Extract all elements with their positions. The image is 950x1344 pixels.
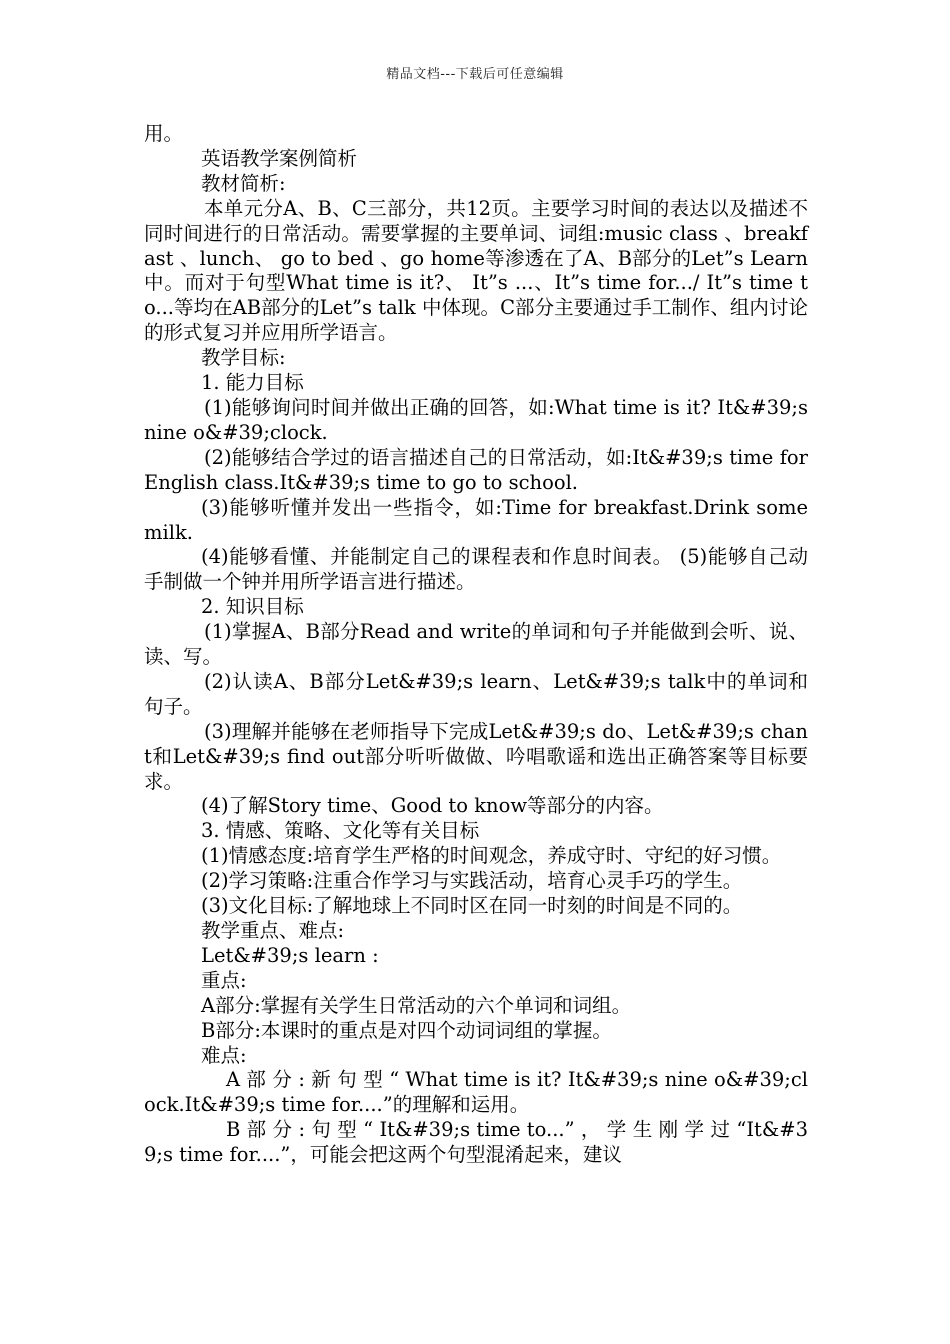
key-point-part-b: B部分:本课时的重点是对四个动词词组的掌握。 [201, 1018, 612, 1042]
list-item-knowledge-1: (1)掌握A、B部分Read and write的单词和句子并能做到会听、说、读、写。 [144, 620, 808, 669]
list-item-affective-2: (2)学习策略:注重合作学习与实践活动，培育心灵手巧的学生。 [201, 869, 743, 893]
list-item-ability-4-5: (4)能够看懂、并能制定自己的课程表和作息时间表。 (5)能够自己动手制做一个钟并用所学语言进行描述。 [144, 545, 808, 594]
subheading-lets-learn: Let&#39;s learn : [201, 943, 379, 967]
list-item-knowledge-4: (4)了解Story time、Good to know等部分的内容。 [201, 794, 664, 818]
section-heading-key-points: 教学重点、难点: [201, 919, 345, 942]
list-item-ability-2: (2)能够结合学过的语言描述自己的日常活动，如:It&#39;s time for English class.It&#39;s time to go to school. [144, 445, 808, 494]
list-item-knowledge-3: (3)理解并能够在老师指导下完成Let&#39;s do、Let&#39;s chant和Let&#39;s find out部分听听做做、吟唱歌谣和选出正确答案等目标要求。 [144, 719, 808, 793]
list-item-ability-1: (1)能够询问时间并做出正确的回答，如:What time is it? It&#39;s nine o&#39;clock. [144, 395, 808, 444]
section-heading-teaching-goals: 教学目标: [201, 346, 286, 370]
document-body [144, 122, 808, 1168]
list-item-affective-3: (3)文化目标:了解地球上不同时区在同一时刻的时间是不同的。 [201, 894, 743, 918]
key-point-part-a: A部分:掌握有关学生日常活动的六个单词和词组。 [201, 993, 632, 1017]
difficulty-part-a: A 部 分 : 新 句 型 “ What time is it? It&#39;s nine o&#39;clock.It&#39;s time for....”的理解和运用。 [144, 1068, 808, 1117]
list-item-affective-1: (1)情感态度:培育学生严格的时间观念，养成守时、守纪的好习惯。 [201, 844, 782, 868]
paragraph-continuation: 用。 [144, 122, 184, 145]
document-title: 英语教学案例简析 [201, 146, 358, 170]
difficulty-part-b: B 部 分 : 句 型 “ It&#39;s time to...” ， 学 生 刚 学 过 “It&#39;s time for....”，可能会把这两个句型混淆起来，建议 [144, 1118, 808, 1167]
subheading-affective-goals: 3. 情感、策略、文化等有关目标 [201, 819, 480, 843]
label-key-points: 重点: [201, 968, 247, 992]
page-header: 精品文档---下载后可任意编辑 [386, 67, 564, 82]
subheading-ability-goals: 1. 能力目标 [201, 371, 304, 395]
section-heading-textbook-analysis: 教材简析: [201, 171, 286, 195]
paragraph-textbook-analysis: 本单元分A、B、C三部分，共12页。主要学习时间的表达以及描述不同时间进行的日常活动。需要掌握的主要单词、词组:music class 、breakfast 、lunch、 go to bed 、go home等渗透在了A、B部分的Let”s Learn 中。而对于句型What time is it?、 It”s ...、It”s time for.../ It”s time to...等均在AB部分的Let”s talk 中体现。C部分主要通过手工制作、组内讨论的形式复习并应用所学语言。 [144, 196, 808, 345]
list-item-knowledge-2: (2)认读A、B部分Let&#39;s learn、Let&#39;s talk中的单词和句子。 [144, 669, 808, 718]
subheading-knowledge-goals: 2. 知识目标 [201, 595, 304, 619]
label-difficulties: 难点: [201, 1043, 247, 1067]
list-item-ability-3: (3)能够听懂并发出一些指令，如:Time for breakfast.Drink some milk. [144, 495, 808, 544]
